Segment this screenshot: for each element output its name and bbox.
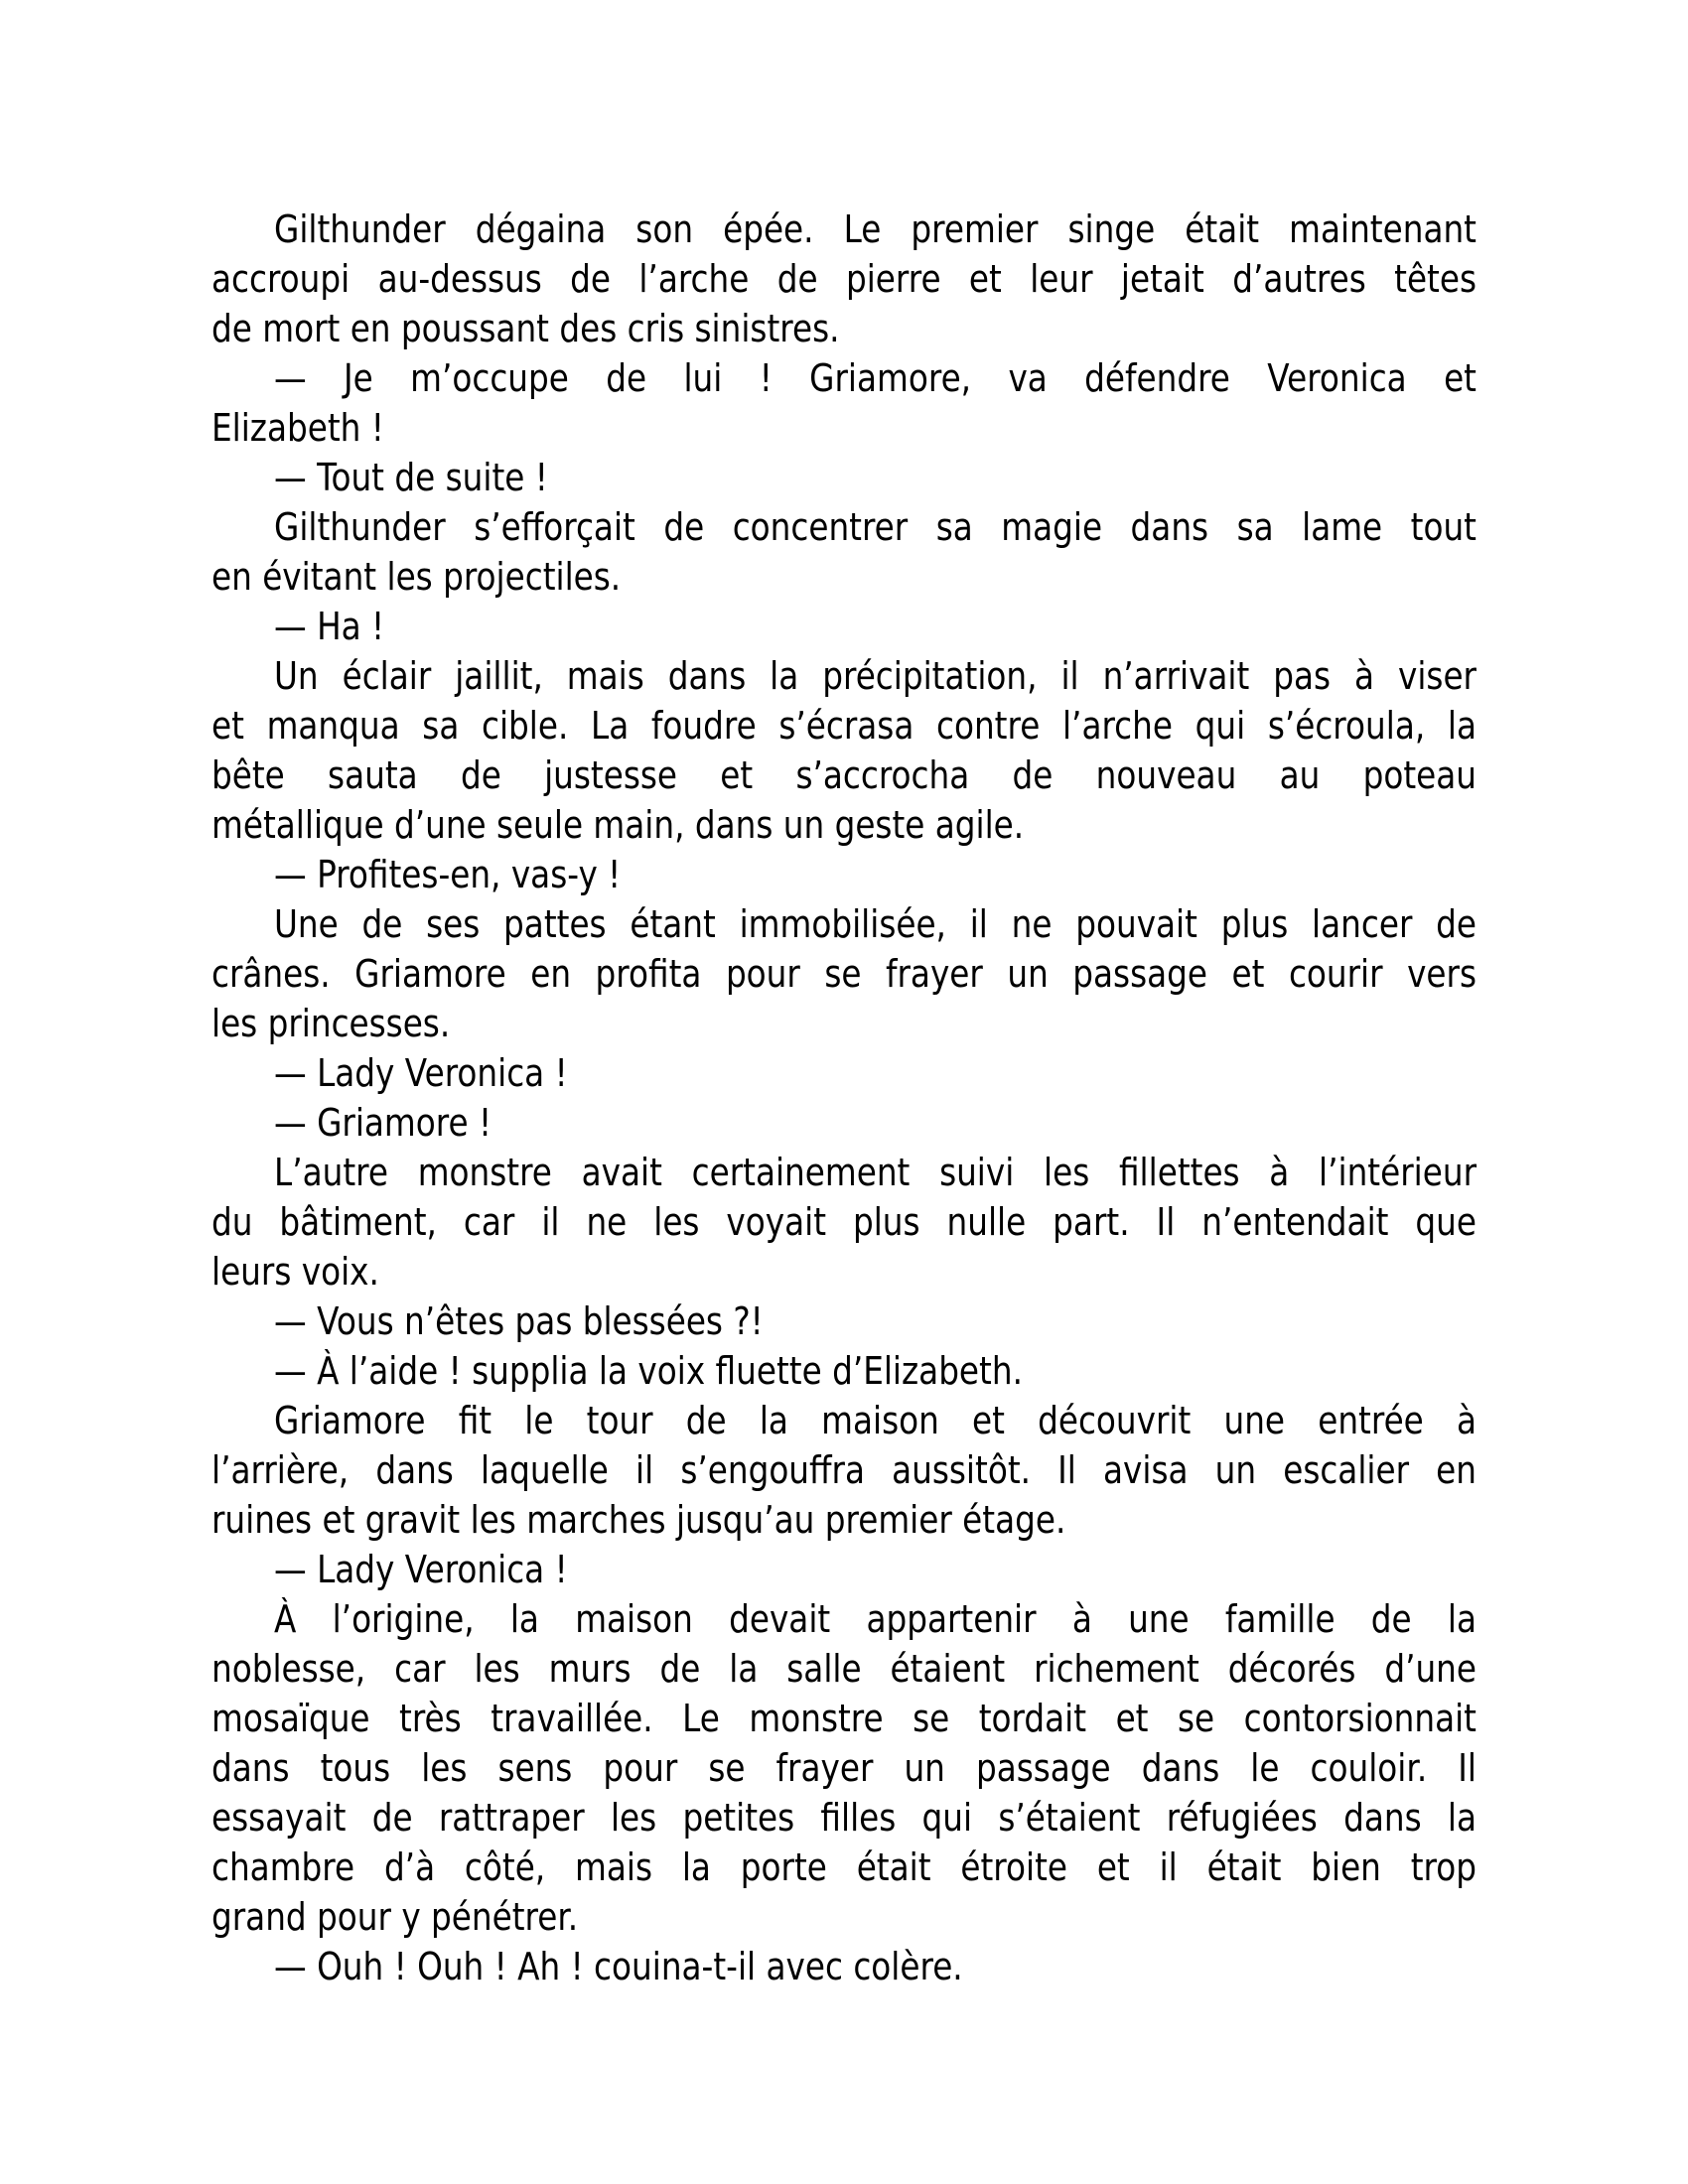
text-line-content: Gilthunder dégaina son épée. Le premier singe était maintenant <box>274 207 1477 251</box>
text-line-content: leurs voix. <box>211 1250 379 1294</box>
text-line-content: — À l’aide ! supplia la voix fluette d’Elizabeth. <box>274 1349 1023 1393</box>
text-line <box>211 949 1477 999</box>
text-line-content: accroupi au-dessus de l’arche de pierre et leur jetait d’autres têtes <box>211 257 1477 301</box>
text-line-content: ruines et gravit les marches jusqu’au premier étage. <box>211 1498 1066 1542</box>
text-line <box>211 1048 1477 1098</box>
text-line-content: chambre d’à côté, mais la porte était étroite et il était bien trop <box>211 1845 1477 1889</box>
text-line <box>211 999 1477 1048</box>
text-line-content: dans tous les sens pour se frayer un passage dans le couloir. Il <box>211 1746 1477 1790</box>
text-line <box>211 1197 1477 1247</box>
text-line-content: — Tout de suite ! <box>274 456 548 499</box>
text-line <box>211 1594 1477 1644</box>
text-line <box>211 254 1477 304</box>
text-line <box>211 1297 1477 1346</box>
text-line-content: métallique d’une seule main, dans un geste agile. <box>211 803 1025 847</box>
text-line-content: À l’origine, la maison devait appartenir à une famille de la <box>274 1597 1477 1641</box>
text-line <box>211 205 1477 254</box>
text-line-content: — Lady Veronica ! <box>274 1548 568 1591</box>
text-line-content: les princesses. <box>211 1002 451 1045</box>
text-line <box>211 1346 1477 1396</box>
text-line <box>211 1743 1477 1793</box>
text-line-content: — Profites-en, vas-y ! <box>274 853 622 896</box>
text-line <box>211 1843 1477 1892</box>
text-line-content: — Ouh ! Ouh ! Ah ! couina-t-il avec colère. <box>274 1945 963 1988</box>
text-line-content: Griamore fit le tour de la maison et découvrit une entrée à <box>274 1399 1477 1442</box>
text-line <box>211 850 1477 899</box>
text-line <box>211 800 1477 850</box>
text-line-content: bête sauta de justesse et s’accrocha de nouveau au poteau <box>211 753 1477 797</box>
text-line-content: Une de ses pattes étant immobilisée, il ne pouvait plus lancer de <box>274 902 1477 946</box>
text-line-content: — Ha ! <box>274 605 385 648</box>
text-line-content: grand pour y pénétrer. <box>211 1895 579 1939</box>
text-line <box>211 1445 1477 1495</box>
text-line-content: Un éclair jaillit, mais dans la précipitation, il n’arrivait pas à viser <box>274 654 1477 698</box>
text-line <box>211 701 1477 751</box>
text-line-content: en évitant les projectiles. <box>211 555 622 599</box>
text-line-content: Elizabeth ! <box>211 406 384 450</box>
text-line-content: L’autre monstre avait certainement suivi les fillettes à l’intérieur <box>274 1151 1477 1194</box>
text-line <box>211 353 1477 403</box>
text-line <box>211 453 1477 502</box>
text-line <box>211 1694 1477 1743</box>
text-line-content: Gilthunder s’efforçait de concentrer sa magie dans sa lame tout <box>274 505 1477 549</box>
text-line <box>211 1495 1477 1545</box>
text-line-content: mosaïque très travaillée. Le monstre se tordait et se contorsionnait <box>211 1697 1477 1740</box>
text-line-content: de mort en poussant des cris sinistres. <box>211 307 840 350</box>
text-line-content: noblesse, car les murs de la salle étaient richement décorés d’une <box>211 1647 1477 1691</box>
text-line <box>211 1396 1477 1445</box>
text-line-content: essayait de rattraper les petites filles qui s’étaient réfugiées dans la <box>211 1796 1477 1840</box>
text-line <box>211 552 1477 602</box>
body-text <box>211 205 1477 1991</box>
text-line <box>211 602 1477 651</box>
text-line-content: l’arrière, dans laquelle il s’engouffra aussitôt. Il avisa un escalier en <box>211 1448 1477 1492</box>
text-line <box>211 1942 1477 1991</box>
text-line <box>211 304 1477 353</box>
text-line <box>211 1545 1477 1594</box>
text-line-content: — Vous n’êtes pas blessées ?! <box>274 1299 764 1343</box>
text-line <box>211 502 1477 552</box>
text-line-content: — Lady Veronica ! <box>274 1051 568 1095</box>
text-line <box>211 403 1477 453</box>
text-line <box>211 1892 1477 1942</box>
text-line <box>211 899 1477 949</box>
text-line <box>211 1148 1477 1197</box>
text-line-content: et manqua sa cible. La foudre s’écrasa contre l’arche qui s’écroula, la <box>211 704 1477 748</box>
text-line-content: — Je m’occupe de lui ! Griamore, va défendre Veronica et <box>274 356 1477 400</box>
text-line <box>211 1644 1477 1694</box>
text-line-content: du bâtiment, car il ne les voyait plus nulle part. Il n’entendait que <box>211 1200 1477 1244</box>
text-line-content: crânes. Griamore en profita pour se frayer un passage et courir vers <box>211 952 1477 996</box>
text-line <box>211 1247 1477 1297</box>
text-line-content: — Griamore ! <box>274 1101 492 1145</box>
text-line <box>211 1793 1477 1843</box>
text-line <box>211 751 1477 800</box>
text-line <box>211 651 1477 701</box>
text-line <box>211 1098 1477 1148</box>
